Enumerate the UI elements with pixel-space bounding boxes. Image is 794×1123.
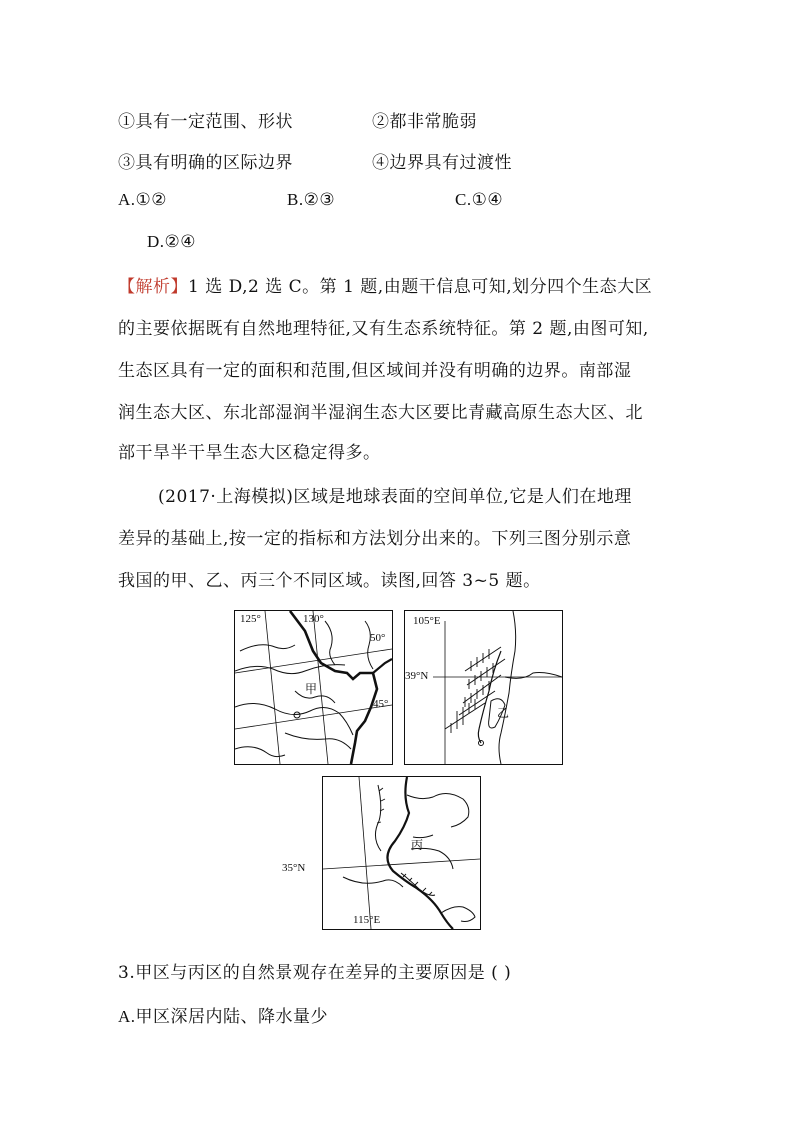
analysis-tag: 【解析】 bbox=[118, 277, 188, 297]
choice-b: B.②③ bbox=[287, 190, 336, 209]
analysis-line-1 bbox=[118, 272, 652, 297]
option-2: ②都非常脆弱 bbox=[372, 112, 477, 132]
analysis-line-3: 生态区具有一定的面积和范围,但区域间并没有明确的边界。南部湿 bbox=[118, 361, 632, 381]
analysis-line-2: 的主要依据既有自然地理特征,又有生态系统特征。第 2 题,由图可知, bbox=[118, 319, 649, 339]
option-3: ③具有明确的区际边界 bbox=[118, 153, 293, 173]
choice-c: C.①④ bbox=[455, 190, 504, 209]
question-3-stem: 3.甲区与丙区的自然景观存在差异的主要原因是 ( ) bbox=[118, 963, 512, 983]
map-jia bbox=[234, 610, 393, 765]
analysis-line-5: 部干旱半干旱生态大区稳定得多。 bbox=[118, 443, 381, 463]
intro-line-2: 差异的基础上,按一定的指标和方法划分出来的。下列三图分别示意 bbox=[118, 529, 632, 549]
map-bing-region-label: 丙 bbox=[411, 838, 424, 852]
question-3-choice-a: A.甲区深居内陆、降水量少 bbox=[118, 1007, 329, 1026]
map-yi bbox=[404, 610, 563, 765]
map-jia-region-label: 甲 bbox=[305, 682, 318, 696]
map-yi-region-label: 乙 bbox=[497, 706, 510, 720]
map-bing-lon-115e: 115°E bbox=[353, 914, 381, 926]
map-jia-lat-45: 45° bbox=[373, 698, 389, 710]
analysis-line-4: 润生态大区、东北部湿润半湿润生态大区要比青藏高原生态大区、北 bbox=[118, 403, 643, 423]
choice-a: A.①② bbox=[118, 190, 168, 209]
map-bing-lat-label: 35°N bbox=[282, 862, 306, 874]
map-yi-lon-105e: 105°E bbox=[413, 615, 441, 627]
map-bing bbox=[322, 776, 481, 930]
option-1: ①具有一定范围、形状 bbox=[118, 112, 293, 132]
map-yi-drawing bbox=[405, 611, 562, 764]
intro-line-1: (2017·上海模拟)区域是地球表面的空间单位,它是人们在地理 bbox=[158, 487, 632, 507]
choice-d: D.②④ bbox=[147, 232, 197, 251]
map-jia-lon-130: 130° bbox=[303, 613, 324, 625]
map-jia-lat-50: 50° bbox=[370, 632, 386, 644]
analysis-text-1: 1 选 D,2 选 C。第 1 题,由题干信息可知,划分四个生态大区 bbox=[188, 277, 653, 297]
map-yi-lat-39n: 39°N bbox=[405, 670, 429, 682]
map-bing-drawing bbox=[323, 777, 480, 929]
intro-line-3: 我国的甲、乙、丙三个不同区域。读图,回答 3~5 题。 bbox=[118, 571, 541, 591]
map-jia-lon-125: 125° bbox=[240, 613, 261, 625]
option-4: ④边界具有过渡性 bbox=[372, 153, 512, 173]
